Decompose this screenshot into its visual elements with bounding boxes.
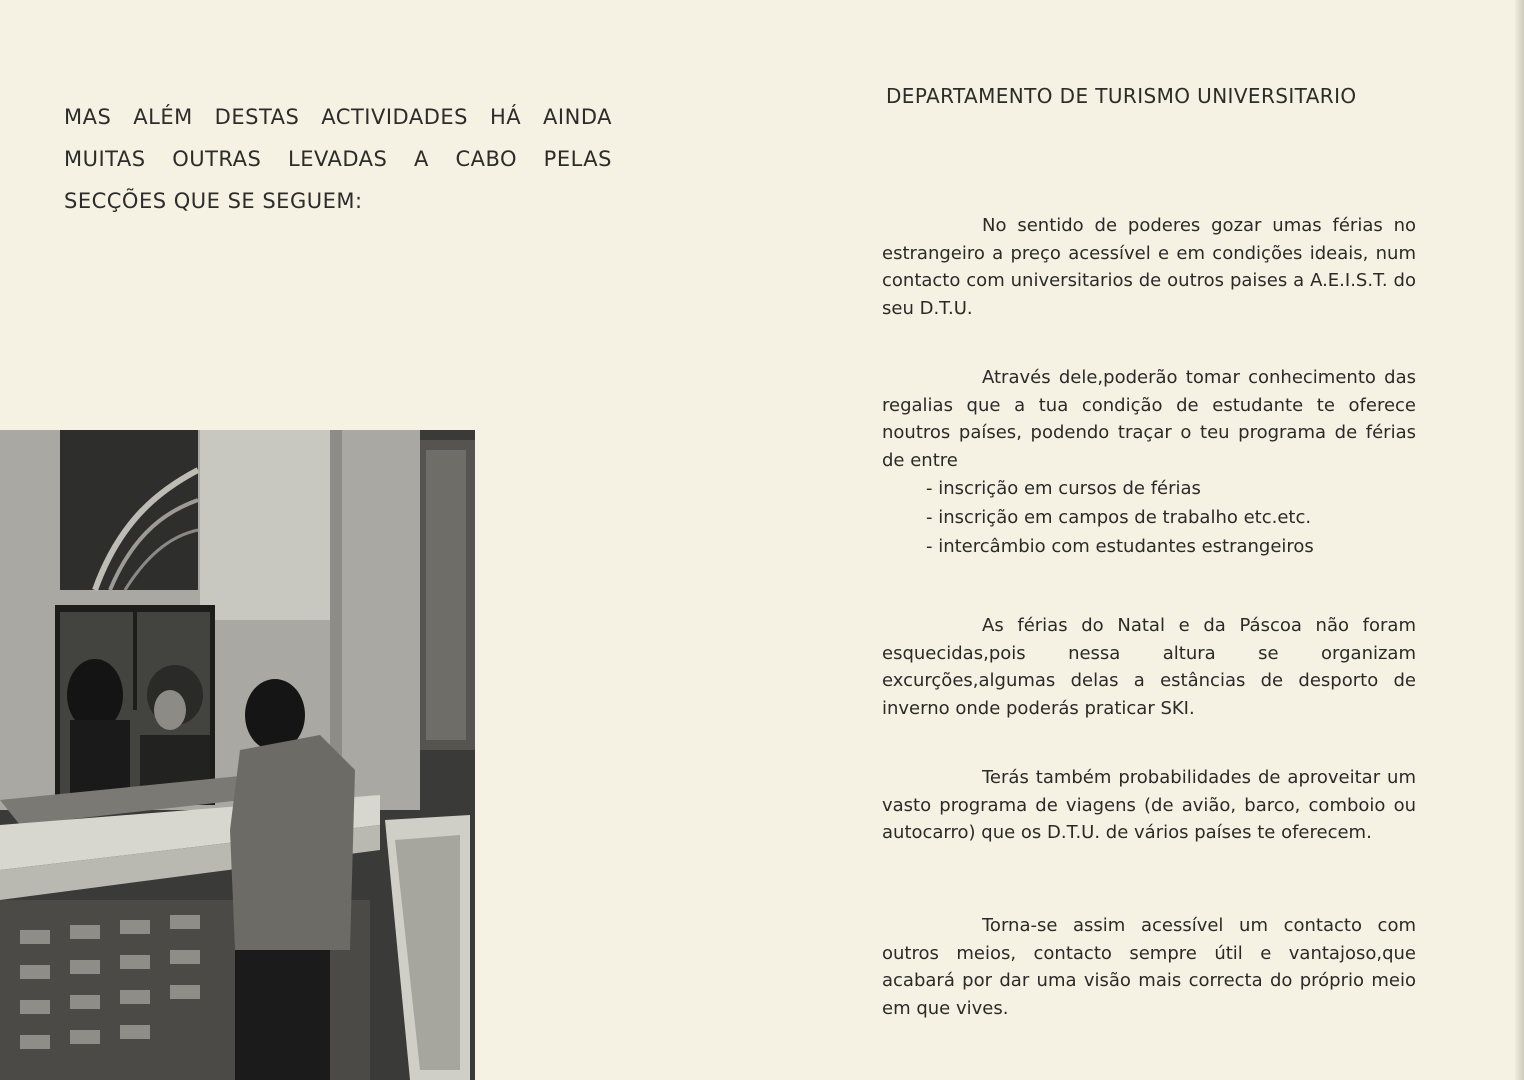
- paragraph-1: [882, 212, 1416, 322]
- paragraph-3-text: As férias do Natal e da Páscoa não foram esquecidas,pois nessa altura se organizam excurções,algumas delas a estâncias de desporto de inverno onde poderás praticar SKI.: [882, 615, 1416, 719]
- heading-line-3: SECÇÕES QUE SE SEGUEM:: [64, 189, 363, 213]
- page-title: DEPARTAMENTO DE TURISMO UNIVERSITARIO: [886, 84, 1357, 108]
- paragraph-4: [882, 764, 1416, 847]
- list-item: - inscrição em campos de trabalho etc.etc.: [926, 503, 1416, 532]
- office-counter-photo: [0, 430, 475, 1080]
- photo-illustration: [0, 430, 475, 1080]
- paragraph-4-text: Terás também probabilidades de aproveitar um vasto programa de viagens (de avião, barco, comboio ou autocarro) que os D.T.U. de vários países te oferecem.: [882, 767, 1416, 843]
- list-item: - intercâmbio com estudantes estrangeiros: [926, 532, 1416, 561]
- heading-line-2: MUITAS OUTRAS LEVADAS A CABO PELAS: [64, 147, 612, 171]
- paragraph-2-text: Através dele,poderão tomar conhecimento das regalias que a tua condição de estudante te oferece noutros países, podendo traçar o teu programa de férias de entre: [882, 367, 1416, 471]
- section-heading: [64, 96, 612, 222]
- paragraph-5: [882, 912, 1416, 1022]
- paragraph-3: [882, 612, 1416, 722]
- paragraph-2: [882, 364, 1416, 561]
- page-edge-shadow: [1514, 0, 1524, 1080]
- paragraph-1-text: No sentido de poderes gozar umas férias no estrangeiro a preço acessível e em condições ideais, num contacto com universitarios de outros paises a A.E.I.S.T. do seu D.T.U.: [882, 215, 1416, 319]
- heading-line-1: MAS ALÉM DESTAS ACTIVIDADES HÁ AINDA: [64, 105, 612, 129]
- activity-list: [882, 474, 1416, 561]
- paragraph-5-text: Torna-se assim acessível um contacto com outros meios, contacto sempre útil e vantajoso,que acabará por dar uma visão mais correcta do próprio meio em que vives.: [882, 915, 1416, 1019]
- list-item: - inscrição em cursos de férias: [926, 474, 1416, 503]
